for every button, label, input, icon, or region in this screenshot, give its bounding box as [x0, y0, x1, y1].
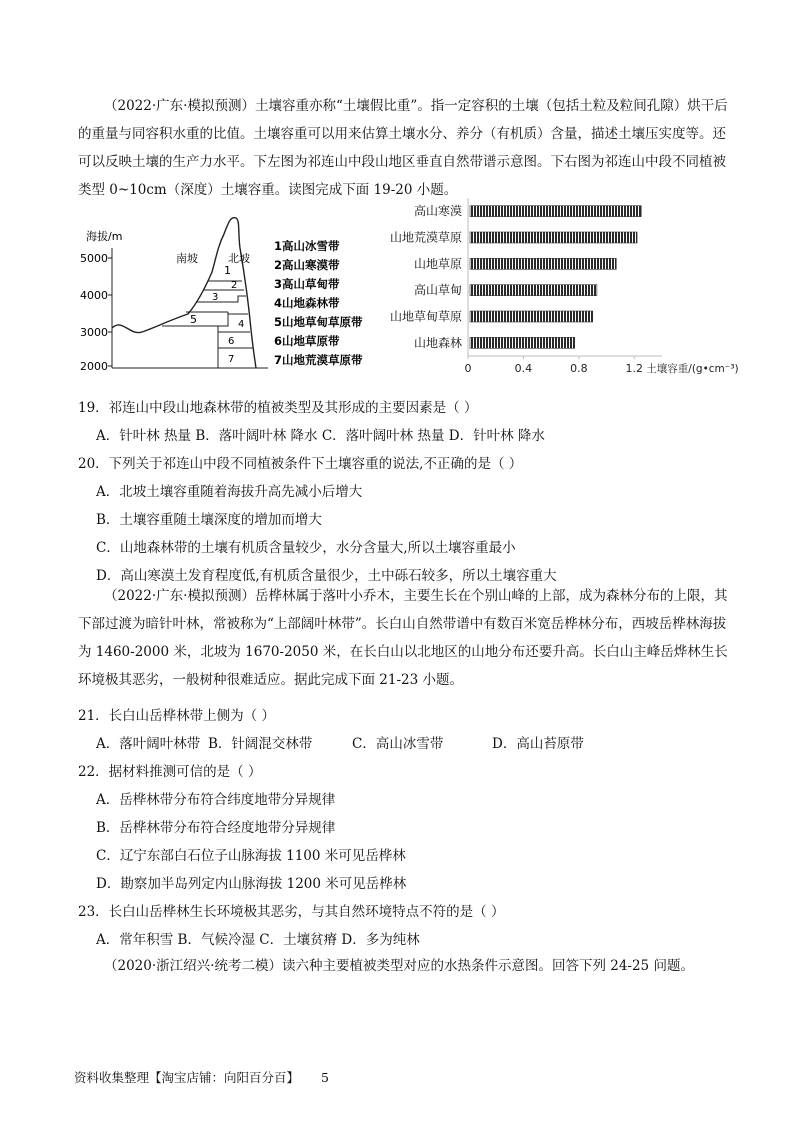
mountain-outline [112, 218, 256, 368]
tick-label-2000: 2000 [80, 360, 108, 373]
legend-item-6: 6山地草原带 [274, 334, 340, 348]
intro-paragraph-2: （2022·广东·模拟预测）岳桦林属于落叶小乔木，主要生长在个别山峰的上部，成为森林分布的上限，其下部过渡为暗针叶林，常被称为“上部阔叶林带”。长白山自然带谱中有数百米宽岳桦林分布，西坡岳桦林海拔为 1460-2000 米，北坡为 1670-2050 米，在长白山以北地区的山地分布还要升高。长白山主峰岳烨林生长环境极其恶劣，一般树种很难适应。据此完成下面 21-23 小题。 [78, 588, 728, 688]
legend-item-2: 2高山寒漠带 [274, 258, 340, 272]
question-19-options: A．针叶林 热量 B．落叶阔叶林 降水 C．落叶阔叶林 热量 D．针叶林 降水 [96, 428, 545, 444]
soil-density-chart [360, 192, 740, 382]
legend-item-3: 3高山草甸带 [274, 277, 340, 291]
legend-item-4: 4山地森林带 [274, 296, 340, 310]
zone-label-4: 4 [238, 319, 245, 330]
question-23-options: A．常年积雪 B．气候冷湿 C．土壤贫瘠 D．多为纯林 [96, 932, 420, 948]
x-tick-label: 1.2 [625, 362, 644, 375]
bar [470, 285, 597, 296]
zone-label-6: 6 [228, 336, 235, 347]
question-20-option-c: C．山地森林带的土壤有机质含量较少，水分含量大,所以土壤容重最小 [96, 540, 516, 556]
intro-paragraph-1: （2022·广东·模拟预测）土壤容重亦称“土壤假比重”。指一定容积的土壤（包括土粒及粒间孔隙）烘干后的重量与同容积水重的比值。土壤容重可以用来估算土壤水分、养分（有机质）含量，描述土壤压实度等。还可以反映土壤的生产力水平。下左图为祁连山中段山地区垂直自然带谱示意图。下右图为祁连山中段不同植被类型 0~10cm（深度）土壤容重。读图完成下面 19-20 小题。 [78, 98, 728, 198]
question-21-option-b: B．针阔混交林带 [208, 736, 313, 752]
question-19-stem: 19．祁连山中段山地森林带的植被类型及其形成的主要因素是（ ） [78, 400, 478, 416]
question-21-option-a: A．落叶阔叶林带 [96, 736, 201, 752]
question-20-stem: 20．下列关于祁连山中段不同植被条件下土壤容重的说法,不正确的是（ ） [78, 456, 523, 472]
zone-label-7: 7 [228, 354, 235, 365]
zone-legend [274, 239, 363, 367]
question-21-stem: 21．长白山岳桦林带上侧为（ ） [78, 708, 275, 724]
question-21-option-d: D．高山苔原带 [492, 736, 584, 752]
bar [470, 206, 641, 217]
question-22-option-d: D．勘察加半岛列定内山脉海拔 1200 米可见岳桦林 [96, 876, 407, 892]
legend-item-7: 7山地荒漠草原带 [274, 353, 363, 367]
category-label: 高山寒漠 [413, 204, 462, 219]
question-20-option-b: B．土壤容重随土壤深度的增加而增大 [96, 512, 322, 528]
x-tick-label: 0.4 [514, 362, 533, 375]
zone-label-5: 5 [190, 313, 197, 326]
tick-label-4000: 4000 [80, 289, 108, 302]
category-label: 山地草甸草原 [389, 309, 462, 324]
bar [470, 232, 637, 243]
question-20-option-a: A．北坡土壤容重随着海拔升高先减小后增大 [96, 484, 363, 500]
page-number: 5 [320, 1070, 329, 1085]
question-21-option-c: C．高山冰雪带 [352, 736, 444, 752]
x-axis-label: 土壤容重/(g•cm⁻³) [646, 363, 739, 375]
south-slope-label: 南坡 [176, 252, 198, 265]
tick-label-5000: 5000 [80, 252, 108, 265]
legend-item-1: 1高山冰雪带 [274, 239, 340, 253]
bar [470, 337, 575, 348]
question-22-stem: 22．据材料推测可信的是（ ） [78, 764, 262, 780]
question-22-option-c: C．辽宁东部白石位子山脉海拔 1100 米可见岳桦林 [96, 848, 406, 864]
question-23-stem: 23．长白山岳桦林生长环境极其恶劣，与其自然环境特点不符的是（ ） [78, 904, 505, 920]
footer-source: 资料收集整理【淘宝店铺：向阳百分百】 [74, 1070, 300, 1085]
x-tick-label: 0 [464, 362, 472, 375]
zone-label-1: 1 [224, 264, 231, 277]
category-label: 山地森林 [413, 335, 462, 350]
question-22-option-b: B．岳桦林带分布符合经度地带分异规律 [96, 820, 336, 836]
bar [470, 311, 593, 322]
vertical-zone-diagram [78, 210, 398, 375]
intro-paragraph-3: （2020·浙江绍兴·统考二模）读六种主要植被类型对应的水热条件示意图。回答下列 24-25 问题。 [104, 958, 694, 974]
legend-item-5: 5山地草甸草原带 [274, 315, 363, 329]
zone-label-3: 3 [212, 292, 219, 303]
question-20-option-d: D．高山寒漠土发育程度低,有机质含量很少，土中砾石较多，所以土壤容重大 [96, 568, 557, 584]
altitude-axis-label: 海拔/m [86, 230, 123, 243]
tick-label-3000: 3000 [80, 326, 108, 339]
category-label: 山地荒漠草原 [389, 230, 462, 245]
page-footer [74, 1068, 329, 1086]
category-label: 高山草甸 [413, 283, 462, 298]
bar [470, 258, 616, 269]
category-label: 山地草原 [413, 256, 462, 271]
zone-label-2: 2 [231, 280, 238, 291]
zone-boundary-4 [196, 296, 246, 302]
north-slope-label: 北坡 [228, 252, 250, 265]
x-tick-label: 0.8 [570, 362, 588, 375]
question-22-option-a: A．岳桦林带分布符合纬度地带分异规律 [96, 792, 336, 808]
